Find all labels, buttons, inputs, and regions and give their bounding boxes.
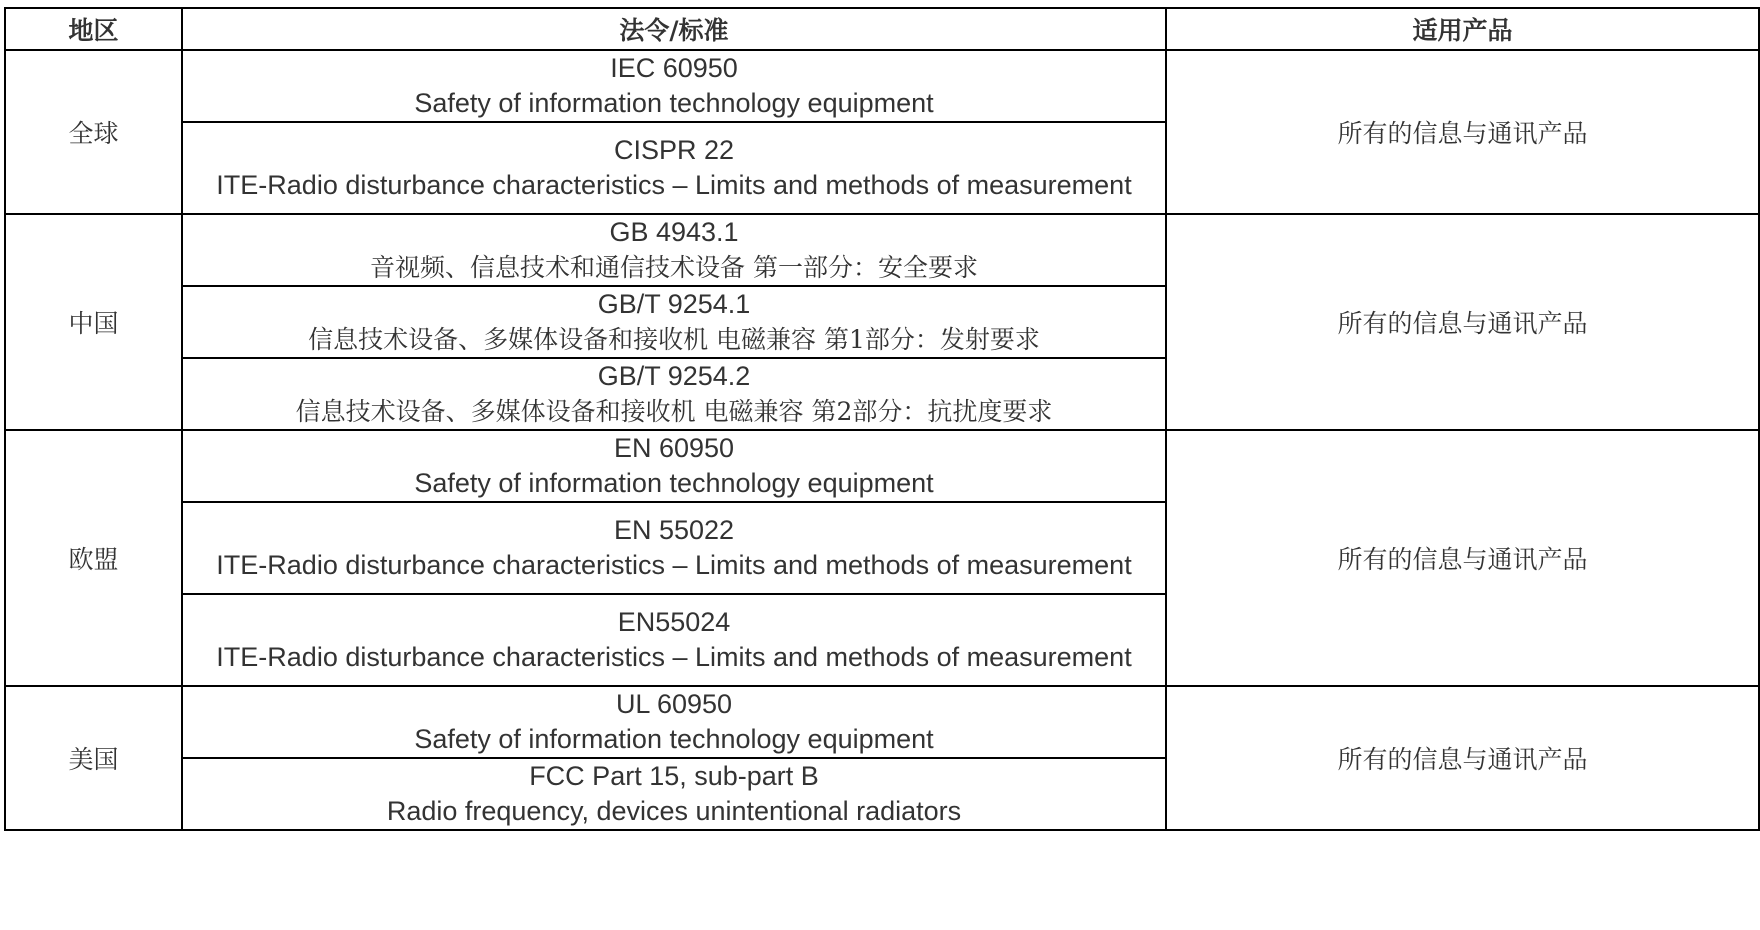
standard-description: ITE-Radio disturbance characteristics – Limits and methods of measurement	[216, 642, 1132, 672]
standard-description: Safety of information technology equipment	[414, 724, 934, 754]
region-cell-china: 中国	[5, 214, 182, 430]
standard-description: Safety of information technology equipment	[414, 468, 934, 498]
standard-description: ITE-Radio disturbance characteristics – Limits and methods of measurement	[216, 170, 1132, 200]
standard-code: CISPR 22	[613, 135, 735, 165]
standard-code: UL 60950	[615, 689, 733, 719]
table-row	[5, 50, 1759, 122]
table-header-row	[5, 8, 1759, 50]
table-row	[5, 686, 1759, 758]
standard-description: Radio frequency, devices unintentional radiators	[386, 796, 962, 826]
standard-code: EN 60950	[613, 433, 735, 463]
standard-cell	[182, 214, 1166, 286]
standard-description: Safety of information technology equipment	[414, 88, 934, 118]
header-standard: 法令/标准	[182, 8, 1166, 50]
standard-code: GB/T 9254.2	[597, 361, 751, 391]
standard-cell	[182, 286, 1166, 358]
standard-code: EN55024	[617, 607, 731, 637]
table-row	[5, 214, 1759, 286]
standard-code: FCC Part 15, sub-part B	[529, 761, 819, 791]
standard-code: EN 55022	[613, 515, 735, 545]
standard-cell	[182, 686, 1166, 758]
standard-code: IEC 60950	[610, 53, 738, 83]
standard-description: 音视频、信息技术和通信技术设备 第一部分：安全要求	[370, 253, 978, 282]
region-cell-usa: 美国	[5, 686, 182, 830]
standard-description: 信息技术设备、多媒体设备和接收机 电磁兼容 第1部分：发射要求	[308, 325, 1040, 354]
standard-cell	[182, 430, 1166, 502]
products-cell-usa: 所有的信息与通讯产品	[1166, 686, 1759, 830]
standard-code: GB/T 9254.1	[597, 289, 751, 319]
standard-cell	[182, 758, 1166, 830]
products-cell-eu: 所有的信息与通讯产品	[1166, 430, 1759, 686]
header-region: 地区	[5, 8, 182, 50]
region-cell-global: 全球	[5, 50, 182, 214]
standard-cell	[182, 50, 1166, 122]
standard-description: ITE-Radio disturbance characteristics – Limits and methods of measurement	[216, 550, 1132, 580]
products-cell-global: 所有的信息与通讯产品	[1166, 50, 1759, 214]
standard-cell	[182, 594, 1166, 686]
regulations-table	[4, 7, 1760, 831]
header-products: 适用产品	[1166, 8, 1759, 50]
standard-cell	[182, 358, 1166, 430]
standard-cell	[182, 122, 1166, 214]
products-cell-china: 所有的信息与通讯产品	[1166, 214, 1759, 430]
table-row	[5, 430, 1759, 502]
region-cell-eu: 欧盟	[5, 430, 182, 686]
regulations-table-container	[4, 7, 1760, 831]
standard-description: 信息技术设备、多媒体设备和接收机 电磁兼容 第2部分：抗扰度要求	[295, 397, 1053, 426]
standard-code: GB 4943.1	[609, 217, 739, 247]
standard-cell	[182, 502, 1166, 594]
